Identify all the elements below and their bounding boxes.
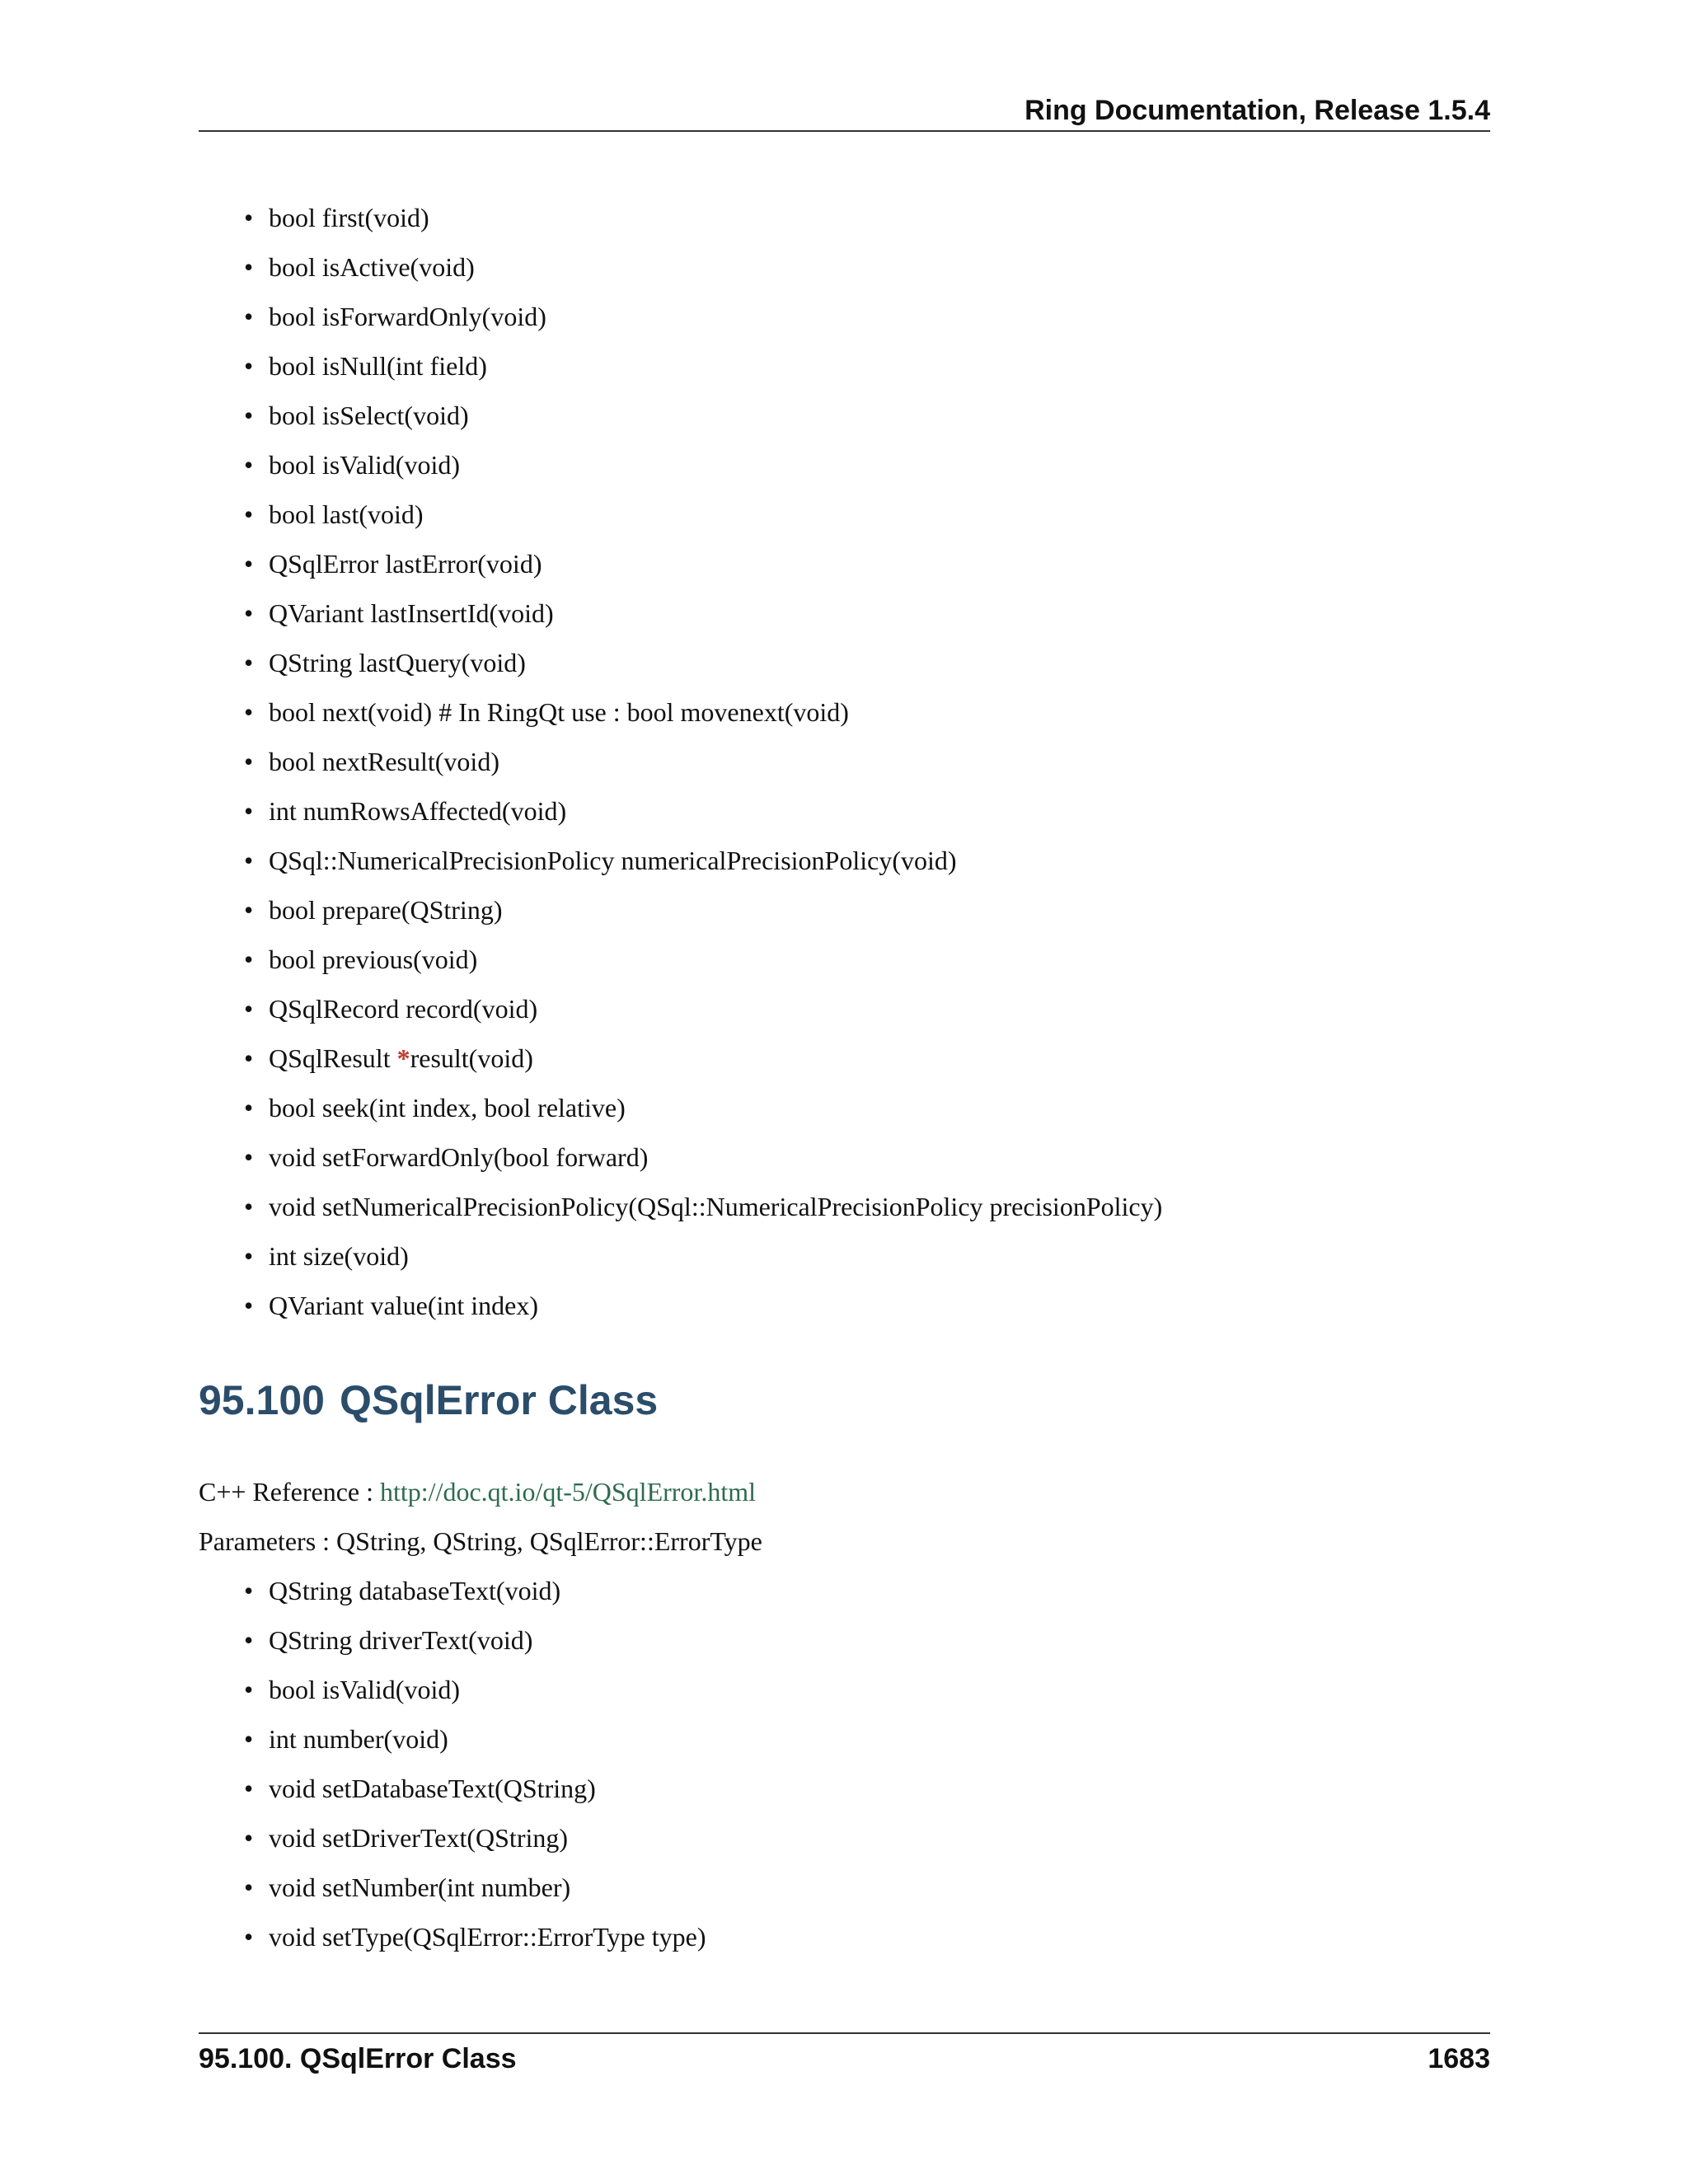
- running-header: [199, 91, 1490, 132]
- pointer-asterisk: *: [396, 1043, 410, 1073]
- list-item: • bool seek(int index, bool relative): [244, 1083, 1162, 1132]
- list-item: • void setForwardOnly(bool forward): [244, 1132, 1162, 1182]
- document-title: Ring Documentation, Release 1.5.4: [1025, 95, 1490, 126]
- list-item: • QSql::NumericalPrecisionPolicy numericalPrecisionPolicy(void): [244, 836, 1162, 885]
- page-number: 1683: [1428, 2043, 1490, 2074]
- list-item: • void setDatabaseText(QString): [244, 1764, 706, 1813]
- list-item: • bool isValid(void): [244, 1665, 706, 1714]
- list-item: • bool isValid(void): [244, 440, 1162, 490]
- list-item: • bool isNull(int field): [244, 341, 1162, 391]
- list-item: • void setNumericalPrecisionPolicy(QSql::NumericalPrecisionPolicy precisionPolicy): [244, 1182, 1162, 1231]
- list-item: • bool last(void): [244, 490, 1162, 539]
- method-list-qsqlquery: [244, 193, 1162, 1330]
- list-item-text: result(void): [410, 1043, 533, 1073]
- section-heading: [199, 1371, 658, 1429]
- list-item: • QString driverText(void): [244, 1615, 706, 1665]
- cpp-reference: [199, 1467, 756, 1516]
- list-item: • QSqlRecord record(void): [244, 984, 1162, 1033]
- list-item: • void setType(QSqlError::ErrorType type): [244, 1912, 706, 1961]
- list-item: • bool isForwardOnly(void): [244, 292, 1162, 341]
- list-item: • QSqlError lastError(void): [244, 539, 1162, 588]
- list-item: [244, 1033, 1162, 1083]
- list-item: • int number(void): [244, 1714, 706, 1764]
- list-item: • QVariant value(int index): [244, 1281, 1162, 1330]
- list-item: • bool nextResult(void): [244, 737, 1162, 786]
- running-footer: [199, 2032, 1490, 2083]
- cpp-reference-label: C++ Reference :: [199, 1477, 380, 1507]
- section-number: 95.100: [199, 1377, 325, 1423]
- method-list-qsqlerror: [244, 1566, 706, 1961]
- list-item: • bool first(void): [244, 193, 1162, 242]
- list-item: • QString lastQuery(void): [244, 638, 1162, 687]
- section-title: QSqlError Class: [339, 1377, 659, 1423]
- list-item: • bool next(void) # In RingQt use : bool movenext(void): [244, 687, 1162, 737]
- list-item: • void setDriverText(QString): [244, 1813, 706, 1863]
- list-item-text: QSqlResult: [269, 1043, 397, 1073]
- list-item: • bool prepare(QString): [244, 885, 1162, 935]
- list-item: • QVariant lastInsertId(void): [244, 588, 1162, 638]
- list-item: • bool previous(void): [244, 935, 1162, 984]
- list-item: • int size(void): [244, 1231, 1162, 1281]
- list-item: • QString databaseText(void): [244, 1566, 706, 1615]
- parameters-line: Parameters : QString, QString, QSqlError::ErrorType: [199, 1526, 762, 1556]
- list-item: • void setNumber(int number): [244, 1863, 706, 1912]
- footer-section-title: 95.100. QSqlError Class: [199, 2043, 517, 2074]
- list-item: • bool isActive(void): [244, 242, 1162, 292]
- cpp-reference-link[interactable]: http://doc.qt.io/qt-5/QSqlError.html: [380, 1477, 756, 1507]
- list-item: • int numRowsAffected(void): [244, 786, 1162, 836]
- list-item: • bool isSelect(void): [244, 391, 1162, 440]
